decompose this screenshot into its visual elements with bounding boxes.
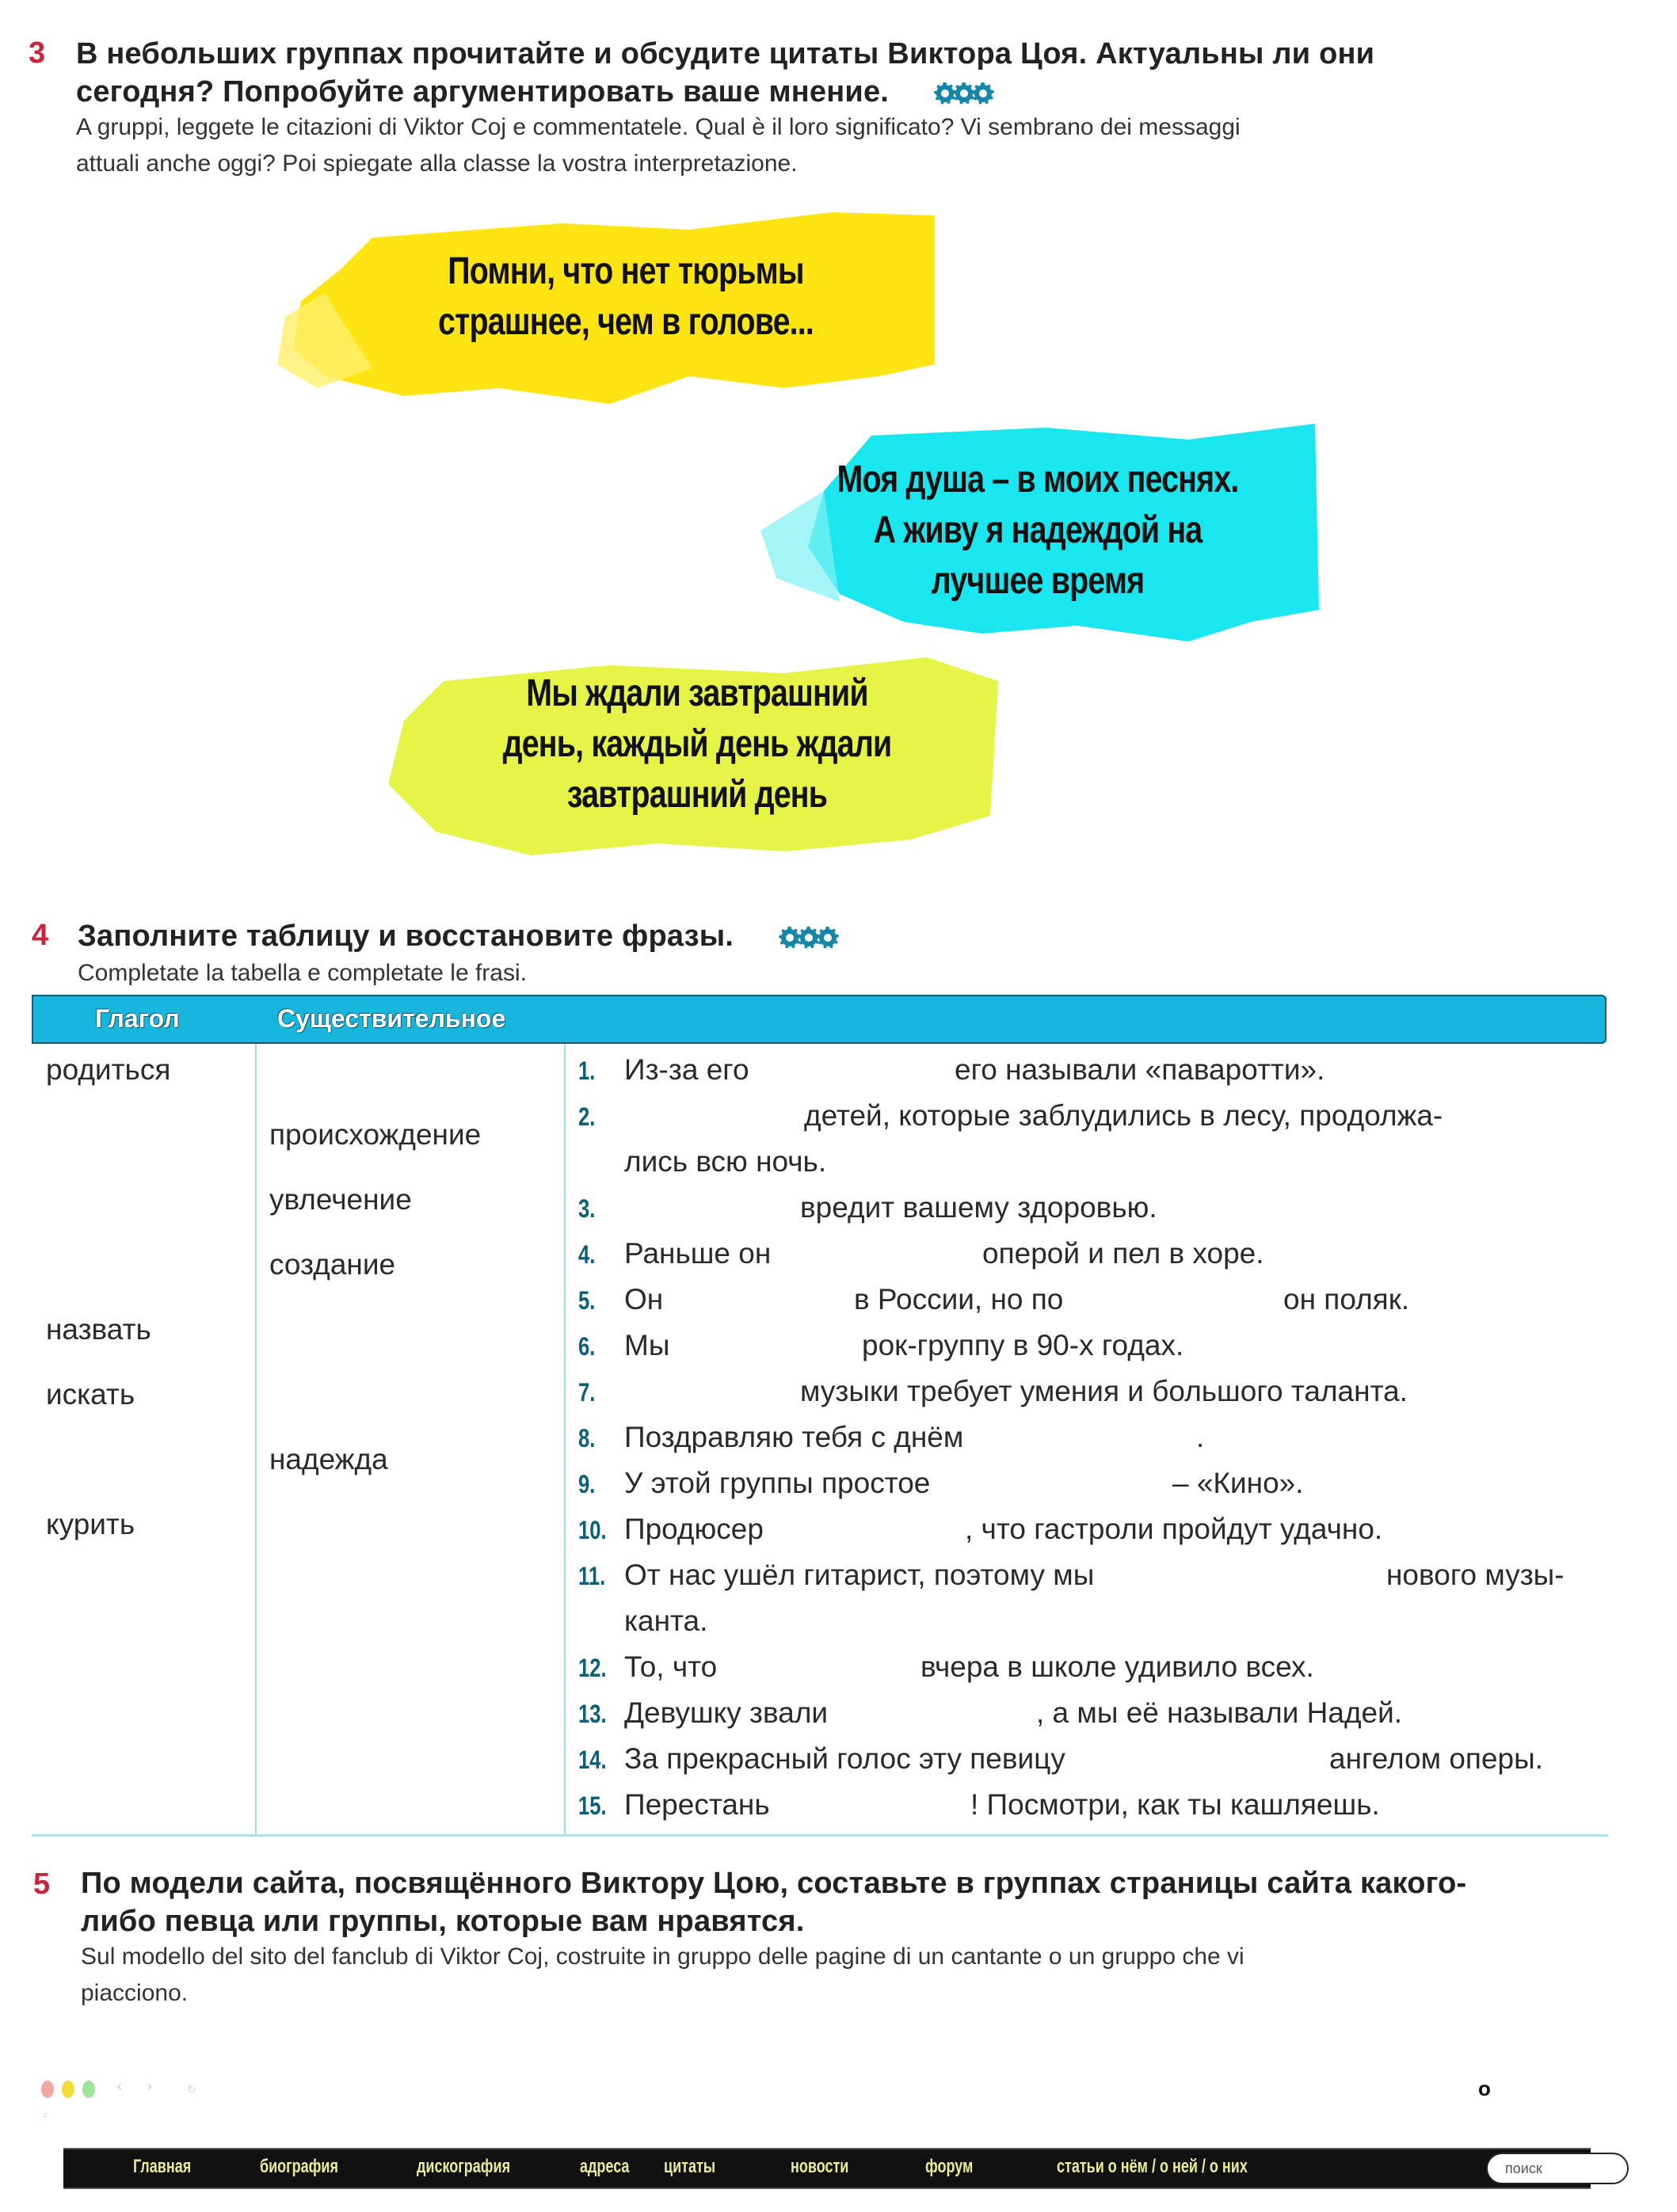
gear-icon <box>955 85 973 102</box>
quote-3-line: Мы ждали завтрашний <box>526 672 868 714</box>
back-arrow-icon[interactable]: ‹ <box>117 2078 122 2094</box>
nav-forum[interactable]: форум <box>925 2156 974 2177</box>
sentence-11-continued: канта. <box>624 1605 708 1637</box>
exercise-3-title-line2-row <box>76 73 1374 111</box>
nav-articles[interactable]: статьи о нём / о ней / о них <box>1057 2156 1248 2177</box>
sentence-number: 3. <box>578 1194 596 1223</box>
sentence-2-continued: лись всю ночь. <box>624 1145 827 1178</box>
sentence-text: У этой группы простое <box>624 1467 931 1499</box>
gear-icon <box>800 929 818 946</box>
nav-addresses[interactable]: адреса <box>580 2156 630 2177</box>
sentence-text: – «Кино». <box>1172 1467 1304 1499</box>
quote-1-line: Помни, что нет тюрьмы <box>448 250 804 292</box>
sentence-text: его называли «паваротти». <box>955 1053 1325 1086</box>
sentence-text: Мы <box>624 1329 670 1361</box>
exercise-5-title-line2: либо певца или группы, которые вам нравятся. <box>81 1905 805 1938</box>
nav-quotes[interactable]: цитаты <box>664 2156 716 2177</box>
site-navbar <box>63 2148 1591 2189</box>
sentence-text: Раньше он <box>624 1237 772 1270</box>
sentence-text: нового музы- <box>1386 1559 1565 1591</box>
exercise-4-title-row <box>78 917 837 955</box>
exercise-3-subtitle-line1: A gruppi, leggete le citazioni di Viktor Coj e commentatele. Qual è il loro significato? Vi sembrano dei messaggi <box>76 114 1241 140</box>
sentence-12 <box>578 1650 1314 1684</box>
nav-discography[interactable]: дискография <box>417 2156 511 2177</box>
sentence-text: вчера в школе удивило всех. <box>920 1650 1314 1683</box>
sentence-text: Из-за его <box>624 1053 749 1086</box>
table-header <box>32 995 1606 1044</box>
sentence-text: он поляк. <box>1283 1283 1410 1315</box>
sentence-number: 9. <box>578 1470 596 1498</box>
quote-2-line: лучшее время <box>931 560 1145 602</box>
corner-circle-icon: o <box>1478 2077 1491 2100</box>
quote-2 <box>791 444 1284 618</box>
exercise-5-number: 5 <box>33 1867 51 1901</box>
exercise-3-subtitle <box>76 109 1241 182</box>
sentence-10 <box>578 1513 1383 1546</box>
header-verb: Глагол <box>95 1004 180 1033</box>
sentence-text: Девушку звали <box>624 1696 829 1729</box>
exercise-5-title <box>81 1864 1466 1940</box>
verb-cell: назвать <box>46 1313 151 1346</box>
sentence-4 <box>578 1237 1264 1270</box>
noun-cell: увлечение <box>269 1183 412 1216</box>
sentence-number: 1. <box>578 1057 596 1085</box>
table-bottom-rule <box>32 1834 1608 1837</box>
sentence-number: 6. <box>578 1332 596 1361</box>
menu-icon[interactable]: ≡ <box>43 2111 48 2120</box>
sentence-6 <box>578 1329 1184 1362</box>
sentence-text: оперой и пел в хоре. <box>982 1237 1264 1270</box>
sentence-15 <box>578 1788 1380 1822</box>
window-minimize-dot[interactable] <box>62 2081 74 2098</box>
sentence-number: 12. <box>578 1654 607 1682</box>
exercise-4-number: 4 <box>32 919 49 952</box>
sentence-text: , а мы её называли Надей. <box>1036 1696 1403 1729</box>
sentence-number: 15. <box>578 1791 607 1820</box>
exercise-3-title <box>76 35 1374 111</box>
sentence-3 <box>578 1191 1157 1224</box>
sentence-1 <box>578 1053 1325 1087</box>
sentence-text: От нас ушёл гитарист, поэтому мы <box>624 1559 1095 1591</box>
sentence-text: ангелом оперы. <box>1329 1742 1543 1775</box>
exercise-3-title-line1: В небольших группах прочитайте и обсудите цитаты Виктора Цоя. Актуальны ли они <box>76 37 1375 70</box>
window-close-dot[interactable] <box>41 2081 54 2098</box>
nav-news[interactable]: новости <box>791 2156 849 2177</box>
sentence-text: Перестань <box>624 1788 770 1821</box>
noun-cell: создание <box>269 1248 396 1281</box>
difficulty-gears-icon <box>936 85 992 102</box>
sentence-number: 13. <box>578 1700 607 1728</box>
sentence-text: музыки требует умения и большого таланта. <box>800 1375 1408 1407</box>
sentence-2 <box>578 1099 1443 1133</box>
quote-1 <box>360 238 892 356</box>
sentence-7 <box>578 1375 1408 1408</box>
sentence-number: 8. <box>578 1424 596 1452</box>
sentence-number: 2. <box>578 1102 596 1131</box>
exercise-3-number: 3 <box>29 36 46 70</box>
sentence-5 <box>578 1283 1410 1316</box>
sentence-number: 7. <box>578 1378 596 1407</box>
sentence-text: Продюсер <box>624 1513 764 1545</box>
search-input[interactable] <box>1486 2153 1629 2184</box>
sentence-number: 14. <box>578 1746 607 1774</box>
nav-biography[interactable]: биография <box>260 2156 338 2177</box>
sentence-text: ! Посмотри, как ты кашляешь. <box>970 1788 1380 1821</box>
sentence-text: . <box>1196 1421 1205 1453</box>
exercise-5-title-line1: По модели сайта, посвящённого Виктору Цою, составьте в группах страницы сайта какого- <box>81 1867 1467 1900</box>
column-divider <box>564 1044 566 1836</box>
sentence-number: 5. <box>578 1286 596 1315</box>
quote-2-line: А живу я надеждой на <box>873 509 1202 551</box>
exercise-5-subtitle-line1: Sul modello del sito del fanclub di Viktor Coj, costruite in gruppo delle pagine di un cantante o un gruppo che vi <box>81 1944 1244 1970</box>
sentence-text: , что гастроли пройдут удачно. <box>965 1513 1383 1545</box>
exercise-5-subtitle-line2: piacciono. <box>81 1980 189 2006</box>
quote-3-line: день, каждый день ждали <box>502 723 892 765</box>
sentence-13 <box>578 1696 1403 1730</box>
sentence-14 <box>578 1742 1543 1776</box>
quote-3-line: завтрашний день <box>566 774 828 816</box>
quote-2-line: Моя душа – в моих песнях. <box>837 459 1239 501</box>
sentence-8 <box>578 1421 1205 1454</box>
noun-cell: надежда <box>269 1443 388 1475</box>
exercise-4-title: Заполните таблицу и восстановите фразы. <box>78 919 734 953</box>
exercise-4-subtitle: Completate la tabella e completate le frasi. <box>78 960 527 986</box>
noun-cell: происхождение <box>269 1118 482 1151</box>
sentence-text: рок-группу в 90-х годах. <box>862 1329 1184 1361</box>
sentence-number: 10. <box>578 1516 607 1544</box>
sentence-text: За прекрасный голос эту певицу <box>624 1742 1065 1775</box>
sentence-11 <box>578 1559 1565 1592</box>
sentence-text: Он <box>624 1283 664 1315</box>
difficulty-gears-icon <box>781 929 837 946</box>
nav-home[interactable]: Главная <box>133 2156 192 2177</box>
sentence-number: 11. <box>578 1562 606 1590</box>
sentence-text: вредит вашему здоровью. <box>800 1191 1157 1224</box>
verb-cell: родиться <box>46 1053 171 1086</box>
quote-3 <box>437 657 957 832</box>
exercise-3-subtitle-line2: attuali anche oggi? Poi spiegate alla classe la vostra interpretazione. <box>76 150 798 177</box>
sentence-9 <box>578 1467 1304 1500</box>
forward-arrow-icon[interactable]: › <box>147 2078 152 2094</box>
column-divider <box>255 1044 257 1836</box>
exercise-3-title-line2: сегодня? Попробуйте аргументировать ваше мнение. <box>76 75 890 109</box>
gear-icon <box>974 85 992 102</box>
sentence-text: детей, которые заблудились в лесу, продолжа- <box>804 1099 1443 1132</box>
gear-icon <box>781 929 798 946</box>
exercise-5-subtitle <box>81 1939 1244 2012</box>
gear-icon <box>936 85 954 102</box>
refresh-icon[interactable]: ↻ <box>187 2083 196 2096</box>
verb-cell: курить <box>46 1508 135 1540</box>
sentence-text: в России, но по <box>854 1283 1064 1315</box>
gear-icon <box>819 929 837 946</box>
verb-cell: искать <box>46 1378 135 1411</box>
sentence-number: 4. <box>578 1240 596 1269</box>
quote-1-line: страшнее, чем в голове... <box>437 301 814 343</box>
sentence-text: Поздравляю тебя с днём <box>624 1421 964 1453</box>
window-maximize-dot[interactable] <box>82 2081 95 2098</box>
header-noun: Существительное <box>277 1004 506 1033</box>
sentence-text: То, что <box>624 1650 718 1683</box>
search-placeholder: поиск <box>1505 2161 1542 2176</box>
